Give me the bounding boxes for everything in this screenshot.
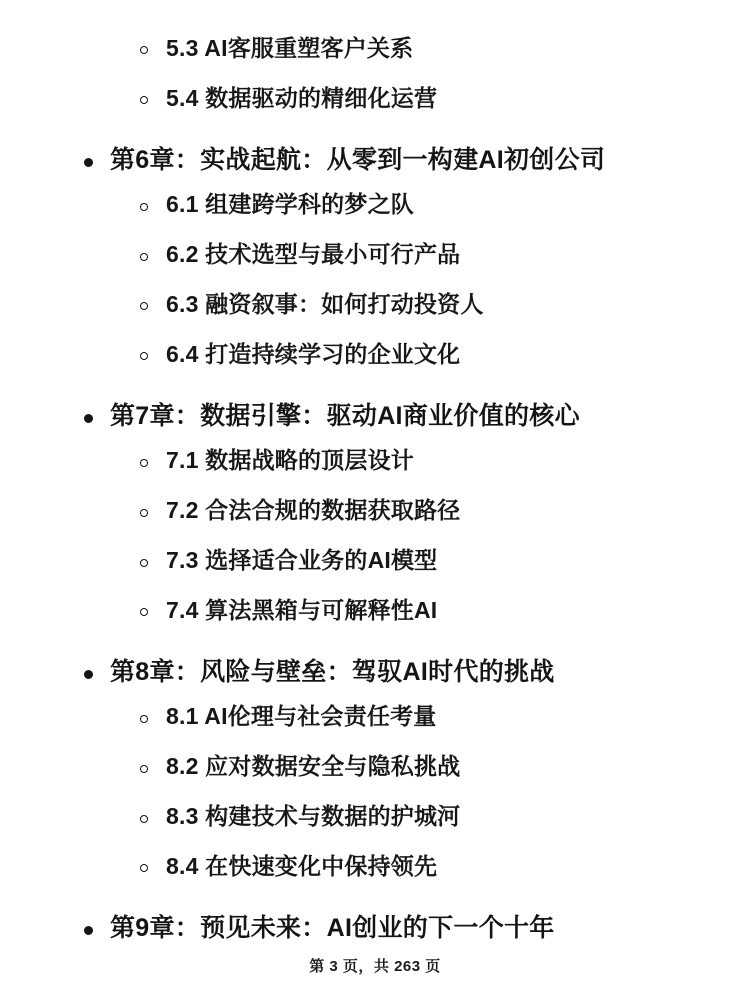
toc-entry-chapter[interactable]: [52, 144, 698, 177]
toc-entry-label: 8.1 AI伦理与社会责任考量: [166, 703, 437, 730]
toc-entry-label: 8.2 应对数据安全与隐私挑战: [166, 753, 461, 780]
toc-entry-section[interactable]: [52, 702, 698, 732]
toc-entry-section[interactable]: [52, 446, 698, 476]
toc-entry-section[interactable]: [52, 34, 698, 64]
toc-entry-label: 7.1 数据战略的顶层设计: [166, 447, 414, 474]
hollow-bullet-icon: [140, 302, 148, 310]
toc-entry-section[interactable]: [52, 546, 698, 576]
toc-entry-chapter[interactable]: [52, 400, 698, 433]
toc-entry-section[interactable]: [52, 240, 698, 270]
toc-entry-label: 6.4 打造持续学习的企业文化: [166, 340, 461, 367]
toc-entry-label: 5.4 数据驱动的精细化运营: [166, 84, 438, 111]
toc-entry-section[interactable]: [52, 290, 698, 320]
hollow-bullet-icon: [140, 96, 148, 104]
toc-entry-label: 8.4 在快速变化中保持领先: [166, 853, 438, 880]
toc-entry-label: 8.3 构建技术与数据的护城河: [166, 803, 461, 830]
toc-entry-chapter[interactable]: [52, 912, 698, 945]
hollow-bullet-icon: [140, 765, 148, 773]
hollow-bullet-icon: [140, 509, 148, 517]
filled-bullet-icon: [84, 158, 93, 167]
page-footer: 第 3 页，共 263 页: [309, 958, 441, 975]
toc-entry-label: 6.1 组建跨学科的梦之队: [166, 191, 414, 218]
toc-entry-label: 7.4 算法黑箱与可解释性AI: [166, 597, 438, 624]
hollow-bullet-icon: [140, 815, 148, 823]
hollow-bullet-icon: [140, 253, 148, 261]
toc-entry-label: 5.3 AI客服重塑客户关系: [166, 35, 414, 61]
toc-entry-label: 第8章：风险与壁垒：驾驭AI时代的挑战: [110, 657, 555, 686]
toc-entry-section[interactable]: [52, 496, 698, 526]
toc-entry-label: 第7章：数据引擎：驱动AI商业价值的核心: [110, 401, 580, 430]
toc-entry-label: 6.2 技术选型与最小可行产品: [166, 241, 461, 268]
toc-entry-section[interactable]: [52, 852, 698, 882]
filled-bullet-icon: [84, 670, 93, 679]
toc-entry-chapter[interactable]: [52, 656, 698, 689]
toc-entry-section[interactable]: [52, 752, 698, 782]
filled-bullet-icon: [84, 926, 93, 935]
toc-entry-section[interactable]: [52, 340, 698, 370]
toc-entry-label: 6.3 融资叙事：如何打动投资人: [166, 291, 484, 318]
toc-entry-section[interactable]: [52, 190, 698, 220]
hollow-bullet-icon: [140, 715, 148, 723]
toc-entry-label: 第6章：实战起航：从零到一构建AI初创公司: [110, 145, 606, 174]
hollow-bullet-icon: [140, 203, 148, 211]
hollow-bullet-icon: [140, 352, 148, 360]
hollow-bullet-icon: [140, 559, 148, 567]
hollow-bullet-icon: [140, 46, 148, 54]
toc-entry-label: 第9章：预见未来：AI创业的下一个十年: [110, 913, 555, 942]
filled-bullet-icon: [84, 414, 93, 423]
hollow-bullet-icon: [140, 608, 148, 616]
toc-entry-label: 7.2 合法合规的数据获取路径: [166, 497, 461, 524]
toc-entry-section[interactable]: [52, 802, 698, 832]
toc-entry-label: 7.3 选择适合业务的AI模型: [166, 547, 438, 574]
toc-entry-section[interactable]: [52, 84, 698, 114]
hollow-bullet-icon: [140, 864, 148, 872]
toc-entry-section[interactable]: [52, 596, 698, 626]
table-of-contents: [52, 34, 698, 944]
hollow-bullet-icon: [140, 459, 148, 467]
